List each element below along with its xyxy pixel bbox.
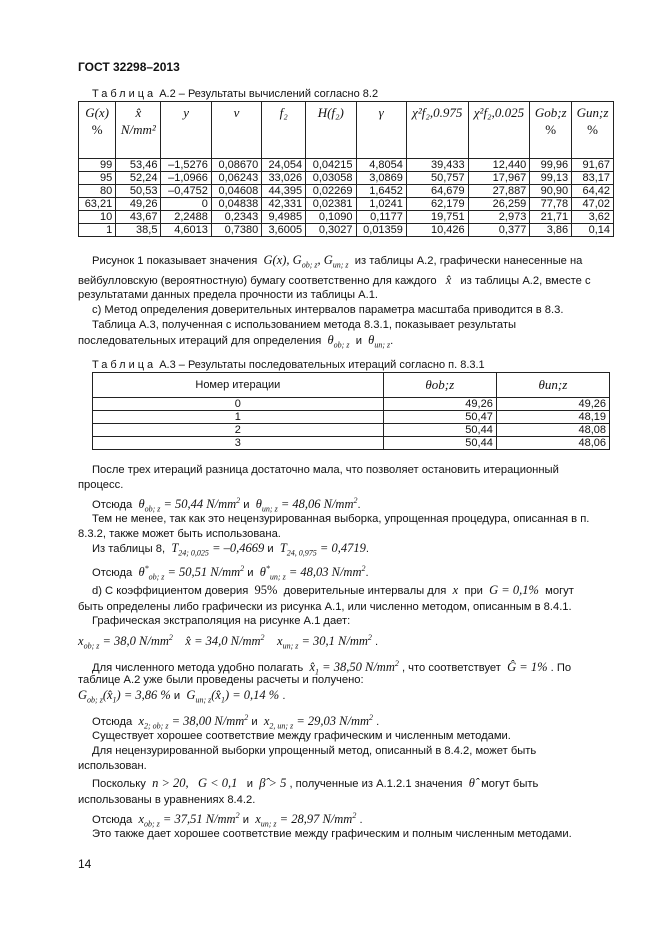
table2-caption-rest: А.2 – Результаты вычислений согласно 8.2 (159, 88, 379, 100)
table2-cell: 77,78 (530, 198, 572, 211)
table2-cell: 1 (79, 224, 116, 237)
table3-cell: 49,26 (496, 398, 609, 411)
table2-cell: 3,0869 (356, 172, 406, 185)
table2-cell: –1,0966 (161, 172, 211, 185)
table2-header-label: H(f₂) (317, 105, 344, 120)
table2-cell: 4,6013 (161, 224, 211, 237)
table-row (93, 424, 610, 437)
table2-cell: 26,259 (468, 198, 530, 211)
table2-cell: 19,751 (406, 211, 468, 224)
table2-cell: 0,01359 (356, 224, 406, 237)
para-simplified-line2: использован. (78, 760, 147, 772)
para-simplified: Для нецензурированной выборки упрощенный метод, описанный в 8.4.2, может быть (92, 745, 537, 757)
table3-cell: 2 (93, 424, 384, 437)
table3-cell: 48,08 (496, 424, 609, 437)
table2-header-cell (79, 102, 116, 159)
para-result-theta: Отсюда $\theta_{ob; z} = 50,44$ $N/mm^2$ и $\theta_{un; z} = 48,06$ $N/mm^2$. (92, 496, 361, 514)
table2-cell: 3,62 (572, 211, 614, 224)
table2-cell: 33,026 (262, 172, 306, 185)
table2-header-cell (116, 102, 161, 159)
table2-header-cell (161, 102, 211, 159)
table3-cell: 48,06 (496, 437, 609, 450)
table2-cell: 95 (79, 172, 116, 185)
para-table8: Из таблицы 8, $T_{24; 0,025} = -0,4669$ и $T_{24, 0,975} = 0,4719$. (92, 541, 369, 558)
table2-cell: 99,13 (530, 172, 572, 185)
table2-cell: 10,426 (406, 224, 468, 237)
table2-cell: 0,02269 (306, 185, 356, 198)
table2-cell: 0,1090 (306, 211, 356, 224)
table-row (93, 398, 610, 411)
table3-caption-rest: А.3 – Результаты последовательных итераций согласно п. 8.3.1 (159, 359, 485, 371)
table2-header-label: f₂ (279, 105, 288, 120)
table2-cell: 43,67 (116, 211, 161, 224)
table2-header-unit: % (587, 122, 598, 137)
para-d: d) С коэффициентом доверия 95% доверительные интервалы для x при G = 0,1% могут (92, 583, 574, 597)
formula-xhat: x̂ (445, 273, 452, 287)
table2-cell: 47,02 (572, 198, 614, 211)
table2-cell: 9,4985 (262, 211, 306, 224)
table2-header-label: v (233, 105, 240, 120)
formula-g-values: $G_{ob; z}(x̂_1) = 3,86$ % и $G_{un; z}(x̂_1) = 0,14$ % . (78, 688, 286, 705)
table2-header-cell (211, 102, 261, 159)
table-row (93, 411, 610, 424)
formula-graphical: $x_{ob; z} = 38,0$ $N/mm^2$ x̂ = 34,0 $N/mm^2$ $x_{un; z} = 30,1$ $N/mm^2$ . (78, 633, 379, 651)
table2-header-cell (356, 102, 406, 159)
table2-header-cell (306, 102, 356, 159)
table2-cell: –0,4752 (161, 185, 211, 198)
para-figure1-line2: вейбулловскую (вероятностную) бумагу соответственно для каждого x̂ из таблицы А.2, вместе с (78, 273, 591, 287)
table2-cell: 1,6452 (356, 185, 406, 198)
table2-header-cell (572, 102, 614, 159)
table2-cell: 0 (161, 198, 211, 211)
table2-cell: 24,054 (262, 159, 306, 172)
table3-cell: 1 (93, 411, 384, 424)
table2-cell: 62,179 (406, 198, 468, 211)
table2-cell: 0,04608 (211, 185, 261, 198)
table2-cell: 91,67 (572, 159, 614, 172)
para-table-a3: Таблица А.3, полученная с использованием метода 8.3.1, показывает результаты (92, 319, 517, 331)
table2-cell: 80 (79, 185, 116, 198)
table3-cell: 50,44 (383, 437, 496, 450)
para-result-x2: Отсюда $x_{2; ob; z} = 38,00$ $N/mm^2$ и $x_{2, un; z} = 29,03$ $N/mm^2$ . (92, 713, 380, 731)
document-header: ГОСТ 32298–2013 (78, 60, 180, 74)
para-result-final: Отсюда $x_{ob; z} = 37,51$ $N/mm^2$ и $x_{un; z} = 28,97$ $N/mm^2$ . (92, 811, 363, 829)
table2-cell: 52,24 (116, 172, 161, 185)
table2-cell: 27,887 (468, 185, 530, 198)
table2-cell: 3,86 (530, 224, 572, 237)
table2-header-label: Gun;z (576, 105, 609, 120)
table2-cell: 90,90 (530, 185, 572, 198)
formula-gx: G(x), $G_{ob; z}$, $G_{un; z}$ (260, 253, 349, 270)
table3-caption (92, 359, 485, 371)
table2-header-unit: N/mm² (120, 122, 156, 137)
table2-header-unit: % (545, 122, 557, 137)
table3-header-cell: θun;z (496, 373, 609, 398)
table2-cell: 2,2488 (161, 211, 211, 224)
para-since: Поскольку n > 20, G < 0,1 и β̂ > 5 , полученные из А.1.2.1 значения θ̂ могут быть (92, 776, 539, 790)
table2-cell: 0,1177 (356, 211, 406, 224)
table2-cell: 49,26 (116, 198, 161, 211)
para-since-line2: использованы в уравнениях 8.4.2. (78, 794, 256, 806)
table3-cell: 0 (93, 398, 384, 411)
para-d-line2: быть определены либо графически из рисунка А.1, или численно методом, описанным в 8.4.1. (78, 601, 572, 613)
table2-header-label: y (183, 105, 190, 120)
table-a3 (92, 372, 610, 450)
table2-caption (92, 88, 378, 100)
table-row (79, 159, 614, 172)
page-number: 14 (78, 857, 92, 871)
table2-header-label: G(x) (85, 105, 110, 120)
table2-cell: 4,8054 (356, 159, 406, 172)
table3-header-cell: Номер итерации (93, 373, 384, 398)
table-row (79, 198, 614, 211)
table2-cell: 50,757 (406, 172, 468, 185)
table-row (79, 185, 614, 198)
table2-header-label: χ²f₂,0.025 (473, 105, 525, 120)
table2-cell: 64,42 (572, 185, 614, 198)
table2-cell: 0,377 (468, 224, 530, 237)
table2-cell: 0,06243 (211, 172, 261, 185)
table3-cell: 50,47 (383, 411, 496, 424)
table2-cell: 21,71 (530, 211, 572, 224)
table2-header-cell (468, 102, 530, 159)
table2-cell: 0,14 (572, 224, 614, 237)
para-graphical: Графическая экстраполяция на рисунке А.1 дает: (92, 615, 351, 627)
table2-cell: 39,433 (406, 159, 468, 172)
table2-cell: 0,7380 (211, 224, 261, 237)
para-uncensored-line2: 8.3.2, также может быть использована. (78, 528, 281, 540)
table2-cell: 99 (79, 159, 116, 172)
table2-cell: 0,2343 (211, 211, 261, 224)
table2-cell: 10 (79, 211, 116, 224)
para-uncensored: Тем не менее, так как это нецензурированная выборка, упрощенная процедура, описанная в п. (92, 513, 590, 525)
table2-cell: 99,96 (530, 159, 572, 172)
table2-cell: 83,17 (572, 172, 614, 185)
para-figure1: Рисунок 1 показывает значения G(x), $G_{ob; z}$, $G_{un; z}$ из таблицы А.2, графически нанесенные на (92, 253, 583, 270)
para-figure1-line3: результатами данных предела прочности из таблицы А.1. (78, 289, 379, 301)
table3-header-cell: θob;z (383, 373, 496, 398)
table2-cell: 0,04838 (211, 198, 261, 211)
para-iterations: После трех итераций разница достаточно мала, что позволяет остановить итерационный (92, 464, 559, 476)
table3-cell: 3 (93, 437, 384, 450)
para-numerical-line2: таблице А.2 уже были проведены расчеты и получено: (78, 674, 364, 686)
table2-cell: 42,331 (262, 198, 306, 211)
table-row (79, 211, 614, 224)
table2-cell: 38,5 (116, 224, 161, 237)
table2-cell: 2,973 (468, 211, 530, 224)
table2-cell: 0,02381 (306, 198, 356, 211)
table2-cell: 0,08670 (211, 159, 261, 172)
para-good-match: Существует хорошее соответствие между графическим и численным методами. (92, 730, 511, 742)
table2-header-cell (262, 102, 306, 159)
table2-cell: 1,0241 (356, 198, 406, 211)
para-conclusion: Это также дает хорошее соответствие между графическим и полным численным методами. (92, 828, 572, 840)
para-theta-star: Отсюда $\theta^*_{ob; z} = 50,51$ $N/mm^2$ и $\theta^*_{un; z} = 48,03$ $N/mm^2$. (92, 564, 369, 582)
table2-cell: 12,440 (468, 159, 530, 172)
table3-cell: 50,44 (383, 424, 496, 437)
table-row (79, 172, 614, 185)
table3-cell: 48,19 (496, 411, 609, 424)
para-table-a3-line2: последовательных итераций для определения $\theta_{ob; z}$ и $\theta_{un; z}$. (78, 333, 394, 350)
table2-cell: 0,04215 (306, 159, 356, 172)
table2-cell: 17,967 (468, 172, 530, 185)
table3-caption-word: Таблица (92, 359, 157, 371)
para-iterations-line2: процесс. (78, 479, 124, 491)
table2-cell: 63,21 (79, 198, 116, 211)
table-a2 (78, 101, 614, 237)
table2-cell: 0,03058 (306, 172, 356, 185)
table-row (79, 224, 614, 237)
table3-cell: 49,26 (383, 398, 496, 411)
para-c: с) Метод определения доверительных интервалов параметра масштаба приводится в 8.3. (92, 304, 564, 316)
table2-caption-word: Таблица (92, 88, 157, 100)
table2-cell: 50,53 (116, 185, 161, 198)
table2-header-cell (530, 102, 572, 159)
table-row (93, 437, 610, 450)
table2-header-label: χ²f₂,0.975 (412, 105, 463, 120)
para-numerical: Для численного метода удобно полагать $x̂_1 = 38,50$ $N/mm^2$ , что соответствует Ĝ = 1% . По (92, 659, 572, 677)
table2-cell: 53,46 (116, 159, 161, 172)
table2-cell: 64,679 (406, 185, 468, 198)
table2-header-unit: % (91, 122, 103, 137)
table2-header-label: γ (378, 105, 384, 120)
table2-header-label: x̂ (135, 105, 142, 120)
table2-cell: –1,5276 (161, 159, 211, 172)
table2-header-label: Gob;z (534, 105, 567, 120)
table2-cell: 3,6005 (262, 224, 306, 237)
table2-cell: 0,3027 (306, 224, 356, 237)
table2-header-cell (406, 102, 468, 159)
table2-cell: 44,395 (262, 185, 306, 198)
